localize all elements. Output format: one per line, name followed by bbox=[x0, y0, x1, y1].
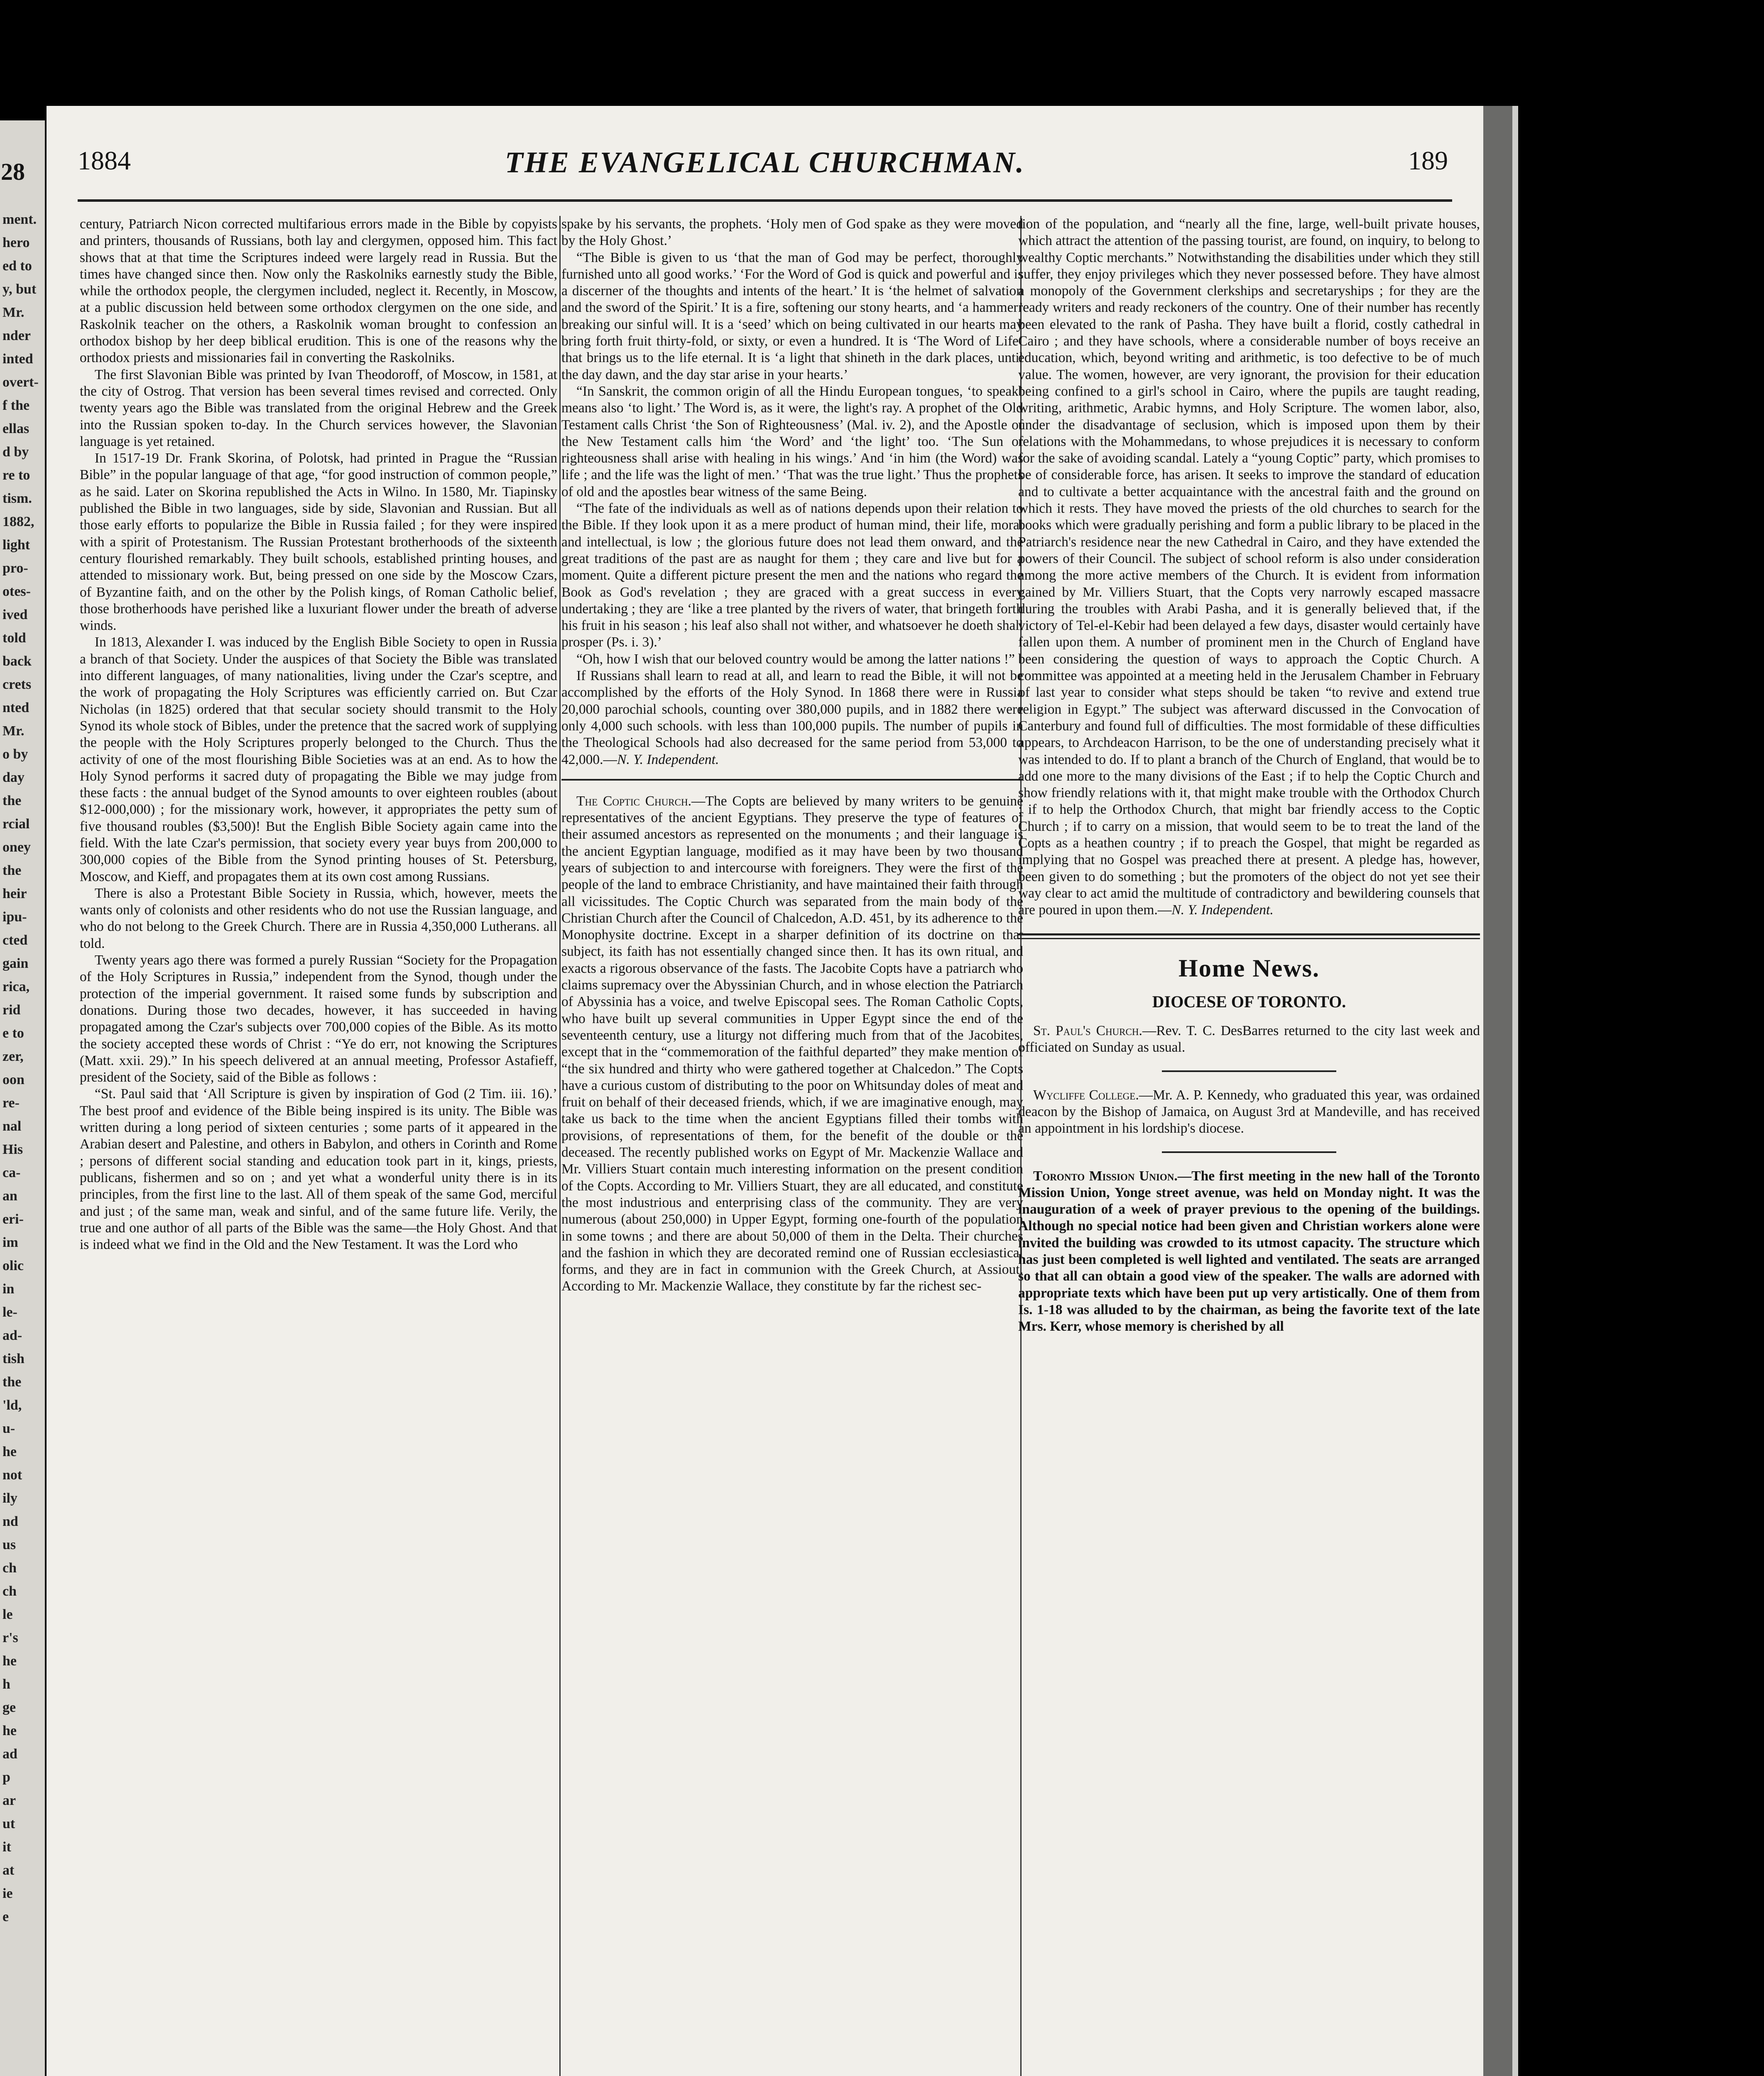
previous-page-fragment: eri- bbox=[2, 1212, 24, 1227]
home-news-heading: Home News. bbox=[1178, 955, 1320, 982]
item-separator bbox=[1162, 1070, 1336, 1072]
previous-page-fragment: at bbox=[2, 1863, 15, 1878]
previous-page-fragment: ad bbox=[2, 1746, 17, 1762]
previous-page-fragment: crets bbox=[2, 677, 32, 692]
previous-page-fragment: nal bbox=[2, 1119, 22, 1134]
previous-page-fragment: inted bbox=[2, 351, 33, 367]
section-separator bbox=[1018, 938, 1480, 939]
previous-page-fragment: p bbox=[2, 1770, 10, 1785]
previous-page-fragment: gain bbox=[2, 956, 29, 971]
paragraph: “St. Paul said that ‘All Scripture is given by inspiration of God (2 Tim. iii. 16).’ The best proof and evidence of the Bible being inspired is its unity. The Bible was written during a long period of sixteen centuries ; some parts of it appeared in the Arabian desert and Palestine, and others in Babylon, and others in Corinth and Rome ; persons of different social standing and education took part in it, kings, priests, publicans, fishermen and so on ; and yet what a wonderful unity there is in its principles, from the first line to the last. All of them speak of the same God, merciful and just ; of the same man, weak and sinful, and of the same future life. Verily, the true and one author of all parts of the Bible was the same—the Holy Ghost. And that is indeed what we find in the Old and the New Testament. It was the Lord who bbox=[80, 1086, 557, 1253]
news-item bbox=[1018, 1168, 1480, 1335]
previous-page-fragment: ge bbox=[2, 1700, 16, 1715]
paragraph-text: —The Copts are believed by many writers to be genuine representatives of the ancient Egyptians. They preserve the type of features of their assumed ancestors as represented on the monuments ; and their language is the ancient Egyptian language, modified as it may have been by two thousand years of subjection to and intercourse with foreigners. They were the first of the people of the land to embrace Christianity, and have maintained their faith through all vicissitudes. The Coptic Church was separated from the main body of the Christian Church after the Council of Chalcedon, A.D. 451, by its adherence to the Monophysite doctrine. Except in a sharper definition of its doctrine on that subject, its faith has not essentially changed since then. It has its own ritual, and exacts a rigorous observance of the fasts. The Jacobite Copts have a patriarch who claims supremacy over the Abyssinian Church, and in whose election the Patriarch of Abyssinia has a voice, and twelve Episcopal sees. The Roman Catholic Copts, who have built up several communities in Upper Egypt since the end of the seventeenth century, use a liturgy not differing much from that of the Jacobites, except that in the “commemoration of the faithful departed” they make mention of “the six hundred and thirty who were gathered together at Chalcedon.” The Copts have a curious custom of distributing to the poor on Whitsunday doles of meat and fruit on behalf of their deceased friends, which, if we are imaginative enough, may take us back to the time when the ancient Egyptians filled their tombs with provisions, of representations of them, for the benefit of the double or the deceased. The recently published works on Egypt of Mr. Mackenzie Wallace and Mr. Villiers Stuart contain much interesting information on the present condition of the Copts. According to Mr. Villiers Stuart, they are all educated, and constitute the most industrious and enterprising class of the community. They are very numerous (about 250,000) in Upper Egypt, forming one-fourth of the population in some towns ; and there are about 50,000 of them in the Delta. Their churches and the fashion in which they are decorated remind one of Russian ecclesiastical forms, and they are in fact in communion with the Greek Church, at Assiout. According to Mr. Mackenzie Wallace, they constitute by far the richest sec- bbox=[561, 793, 1023, 1294]
previous-page-fragment: in bbox=[2, 1281, 15, 1297]
previous-page-fragment: His bbox=[2, 1142, 23, 1157]
paragraph: “Oh, how I wish that our beloved country would be among the latter nations !” bbox=[576, 651, 1015, 667]
news-item-heading: St. Paul's Church. bbox=[1033, 1023, 1142, 1039]
paragraph bbox=[1018, 216, 1480, 918]
previous-page-fragment: ellas bbox=[2, 421, 29, 436]
previous-page-fragment: ar bbox=[2, 1793, 16, 1808]
previous-page-fragment: oon bbox=[2, 1072, 24, 1087]
previous-page-fragment: ut bbox=[2, 1816, 15, 1831]
previous-page-fragment: 1882, bbox=[2, 514, 34, 529]
paragraph: The first Slavonian Bible was printed by Ivan Theodoroff, of Moscow, in 1581, at the city of Ostrog. That version has been several times revised and corrected. Only twenty years ago the Bible was translated from the original Hebrew and the Greek into the Russian spoken to-day. In the Church services however, the Slavonian language is yet retained. bbox=[80, 367, 557, 449]
previous-page-fragment: rica, bbox=[2, 979, 30, 994]
paragraph: In 1517-19 Dr. Frank Skorina, of Polotsk, had printed in Prague the “Russian Bible” in the popular language of that age, “for good instruction of common people,” as he said. Later on Skorina republished the Acts in Wilno. In 1580, Mr. Tiapinsky published the Bible in two languages, side by side, Slavonian and Russian. But all those early efforts to popularize the Bible in Russia failed ; for they were inspired with a spirit of Protestanism. The Russian Protestant brotherhoods of the sixteenth century flourished remarkably. They built schools, established printing houses, and attended to missionary work. But, being pressed on one side by the Moscow Czars, of Byzantine faith, and on the other by the Polish kings, of Roman Catholic belief, those brotherhoods have perished like a luxuriant flower under the breath of adverse winds. bbox=[80, 450, 557, 634]
previous-page-fragment: ch bbox=[2, 1560, 17, 1576]
paragraph: There is also a Protestant Bible Society in Russia, which, however, meets the wants only of colonists and other residents who do not use the Russian language, and who do not belong to the Greek Church. There are in Russia 4,350,000 Lutherans. all told. bbox=[80, 885, 557, 951]
previous-page-fragment: heir bbox=[2, 886, 27, 901]
previous-page-fragment: otes- bbox=[2, 584, 31, 599]
page-header bbox=[78, 145, 1452, 187]
previous-page-fragment: day bbox=[2, 770, 24, 785]
previous-page-fragment: le bbox=[2, 1607, 13, 1622]
previous-page-fragment: le- bbox=[2, 1305, 17, 1320]
previous-page-fragment: cted bbox=[2, 933, 28, 948]
previous-page-fragment: back bbox=[2, 654, 32, 669]
previous-page-fragment: not bbox=[2, 1467, 22, 1483]
previous-page-fragment: f the bbox=[2, 398, 30, 413]
source-citation: N. Y. Independent. bbox=[617, 752, 719, 767]
article-heading: The Coptic Church. bbox=[576, 793, 691, 809]
paragraph-text: If Russians shall learn to read at all, and learn to read the Bible, it will not be accomplished by the efforts of the Holy Synod. In 1868 there were in Russia 20,000 parochial schools, counting over 380,000 pupils, and in 1882 there were only 4,000 such schools. with less than 100,000 pupils. The number of pupils in the Theological Schools had also decreased for the same period from 53,000 to 42,000.— bbox=[561, 668, 1023, 767]
paragraph: spake by his servants, the prophets. ‘Holy men of God spake as they were moved by the Holy Ghost.’ bbox=[561, 216, 1023, 249]
news-item-text: —Rev. T. C. DesBarres returned to the city last week and officiated on Sunday as usual. bbox=[1018, 1023, 1480, 1055]
previous-page-edge bbox=[0, 120, 45, 2076]
previous-page-fragment: he bbox=[2, 1653, 17, 1669]
news-item-text: —The first meeting in the new hall of the Toronto Mission Union, Yonge street avenue, was held on Monday night. It was the inauguration of a week of prayer previous to the opening of the buildings. Although no special notice had been given and Christian workers alone were invited the building was crowded to its utmost capacity. The structure which has just been completed is well lighted and ventilated. The seats are arranged so that all can obtain a good view of the speaker. The walls are adorned with appropriate texts which have been put up very artistically. One of them from Is. 1-18 was alluded to by the chairman, as being the favorite text of the late Mrs. Kerr, whose memory is cherished by all bbox=[1018, 1168, 1480, 1334]
paragraph: In 1813, Alexander I. was induced by the English Bible Society to open in Russia a branch of that Society. Under the auspices of that Society the Bible was translated into different languages, of many nationalities, living under the Czar's sceptre, and the work of propagating the Holy Scriptures was efficiently carried on. But Czar Nicholas (in 1825) ordered that that secular society should transmit to the Holy Synod its whole stock of Bibles, under the pretence that the sacred work of supplying the people with the Holy Scriptures properly belonged to the Church. Thus the activity of one of the most flourishing Bible Societies was at an end. As to how the Holy Synod performs it sacred duty of propagating the Bible we may judge from these facts : the annual budget of the Synod amounts to over eighteen roubles (about $12-000,000) ; for the missionary work, however, it appropriates the petty sum of five thousand roubles ($3,500)! But the English Bible Society again came into the field. With the late Czar's permission, that society every year buys from 200,000 to 300,000 copies of the Bible from the Synod printing houses of St. Petersburg, Moscow, and Kieff, and propagates them at its own cost among Russians. bbox=[80, 634, 557, 884]
page-side-edge bbox=[1512, 106, 1518, 2076]
column-2 bbox=[561, 216, 1023, 1295]
previous-page-fragment: ca- bbox=[2, 1165, 21, 1180]
previous-page-fragment: tism. bbox=[2, 491, 32, 506]
column-3 bbox=[1018, 216, 1480, 1335]
news-item-text: —Mr. A. P. Kennedy, who graduated this year, was ordained deacon by the Bishop of Jamaica, on August 3rd at Mandeville, and has received an appointment in his lordship's diocese. bbox=[1018, 1087, 1480, 1136]
previous-page-fragment: h bbox=[2, 1677, 10, 1692]
previous-page-fragment: ment. bbox=[2, 212, 37, 227]
news-item bbox=[1018, 1023, 1480, 1056]
previous-page-fragment: told bbox=[2, 630, 26, 646]
paragraph: “In Sanskrit, the common origin of all the Hindu European tongues, ‘to speak’ means also ‘to light.’ The Word is, as it were, the light's ray. A prophet of the Old Testament calls Christ ‘the Son of Righteousness’ (Mal. iv. 2), and the Apostle of the New Testament calls him ‘the Word’ and ‘the light’ too. ‘The Sun of righteousness shall arise with healing in his wings.’ And ‘in him (the Word) was life ; and the life was the light of men.’ ‘That was the true light.’ Thus the prophets of old and the apostles bear witness of the same Being. bbox=[561, 383, 1023, 499]
column-1 bbox=[80, 216, 557, 1253]
paragraph bbox=[561, 668, 1023, 768]
previous-page-fragment: the bbox=[2, 1374, 22, 1390]
header-year: 1884 bbox=[78, 146, 131, 175]
source-citation: N. Y. Independent. bbox=[1171, 902, 1274, 918]
previous-page-fragment: e to bbox=[2, 1026, 24, 1041]
previous-page-fragment: zer, bbox=[2, 1049, 24, 1064]
paragraph: “The fate of the individuals as well as of nations depends upon their relation to the Bible. If they look upon it as a mere product of human mind, their life, moral and intellectual, is low ; the glorious future does not lead them onward, and the great traditions of the past are as naught for them ; they care and live but for a moment. Quite a different picture present the men and the nations who regard the Book as God's revelation ; they are graced with a great success in every undertaking ; they are ‘like a tree planted by the rivers of water, that bringeth forth his fruit in his season ; his leaf also shall not wither, and whatsoever he doeth shall prosper (Ps. i. 3).’ bbox=[561, 501, 1023, 650]
item-separator bbox=[1162, 1151, 1336, 1153]
previous-page-fragment: an bbox=[2, 1188, 17, 1204]
article-separator bbox=[561, 779, 1023, 781]
previous-page-fragment: olic bbox=[2, 1258, 24, 1273]
previous-page-fragment: ch bbox=[2, 1584, 17, 1599]
previous-page-fragment: ily bbox=[2, 1491, 17, 1506]
previous-page-fragment: y, but bbox=[2, 282, 37, 297]
previous-page-fragment: he bbox=[2, 1444, 17, 1459]
diocese-heading: DIOCESE OF TORONTO. bbox=[1152, 992, 1346, 1011]
paragraph: “The Bible is given to us ‘that the man of God may be perfect, thoroughly furnished unto all good works.’ ‘For the Word of God is quick and powerful and is a discerner of the thoughts and intents of the heart.’ It is ‘the helmet of salvation and the sword of the Spirit.’ It is a fire, softening our stony hearts, and ‘a hammer’ breaking our sinful will. It is a ‘seed’ which on being cultivated in our hearts may bring forth fruit thirty-fold, or sixty, or even a hundred. It is ‘The Word of Life’ that brings us to the life eternal. It is ‘a light that shineth in the dark places, until the day dawn, and the day star arise in your hearts.’ bbox=[561, 250, 1023, 382]
previous-page-fragment: us bbox=[2, 1537, 16, 1552]
header-page-number: 189 bbox=[1408, 146, 1448, 175]
previous-page-fragment: ie bbox=[2, 1886, 13, 1901]
newspaper-page bbox=[47, 106, 1483, 2076]
previous-page-fragment: re- bbox=[2, 1095, 20, 1111]
masthead-title: THE EVANGELICAL CHURCHMAN. bbox=[505, 146, 1025, 179]
section-separator bbox=[1018, 933, 1480, 935]
previous-page-fragment: re to bbox=[2, 468, 30, 483]
previous-page-fragment: e bbox=[2, 1909, 9, 1924]
previous-page-fragment: nd bbox=[2, 1514, 18, 1529]
previous-page-fragment: hero bbox=[2, 235, 30, 250]
previous-page-fragment: the bbox=[2, 863, 22, 878]
previous-page-number: 28 bbox=[1, 158, 25, 185]
previous-page-fragment: Mr. bbox=[2, 723, 24, 739]
previous-page-fragment: light bbox=[2, 537, 30, 553]
previous-page-fragment: overt- bbox=[2, 375, 39, 390]
previous-page-fragment: tish bbox=[2, 1351, 24, 1366]
paragraph: Twenty years ago there was formed a purely Russian “Society for the Propagation of the Holy Scriptures in Russia,” independent from the Synod, though under the protection of the imperial government. It raised some funds by subscription and donations. During those two decades, however, it has succeeded in having propagated among the Czar's subjects over 700,000 copies of the Bible. As its motto the society accepted these words of Christ : “Ye do err, not knowing the Scriptures (Matt. xxii. 29).” In his speech delivered at an annual meeting, Professor Astafieff, president of the Society, said of the Bible as follows : bbox=[80, 952, 557, 1085]
previous-page-fragment: he bbox=[2, 1723, 17, 1738]
previous-page-fragment: it bbox=[2, 1839, 11, 1855]
previous-page-fragment: ipu- bbox=[2, 909, 27, 925]
header-rule bbox=[78, 199, 1452, 202]
previous-page-fragment: nted bbox=[2, 700, 29, 715]
previous-page-fragment: ed to bbox=[2, 258, 32, 274]
previous-page-fragment: pro- bbox=[2, 561, 28, 576]
news-item bbox=[1018, 1087, 1480, 1137]
previous-page-fragment: rcial bbox=[2, 816, 30, 832]
previous-page-fragment: ad- bbox=[2, 1328, 22, 1343]
previous-page-fragment: the bbox=[2, 793, 22, 808]
previous-page-fragment: oney bbox=[2, 840, 31, 855]
previous-page-fragment: im bbox=[2, 1235, 18, 1250]
news-item-heading: Toronto Mission Union. bbox=[1033, 1168, 1178, 1184]
previous-page-fragment: u- bbox=[2, 1421, 15, 1436]
previous-page-fragment: d by bbox=[2, 444, 29, 460]
news-item-heading: Wycliffe College. bbox=[1033, 1087, 1139, 1103]
previous-page-fragment: ived bbox=[2, 607, 28, 622]
previous-page-fragment: Mr. bbox=[2, 305, 24, 320]
previous-page-fragment: nder bbox=[2, 328, 31, 343]
paragraph: century, Patriarch Nicon corrected multifarious errors made in the Bible by copyists and printers, thousands of Russians, both lay and clergymen, opposed him. This fact shows that at that time the Scriptures indeed were largely read in Russia. But the times have changed since then. Now only the Raskolniks earnestly study the Bible, while the orthodox people, the clergymen included, neglect it. Recently, in Moscow, at a public discussion held between some orthodox clergymen on the one side, and Raskolnik teacher on the others, a Raskolnik woman brought to confession an orthodox bishop by her deep biblical erudition. This is one of the reasons why the orthodox priests and missionaries fail in converting the Raskolniks. bbox=[80, 216, 557, 366]
previous-page-fragment: r's bbox=[2, 1630, 18, 1645]
page-side-edge bbox=[1483, 106, 1512, 2076]
previous-page-fragment: rid bbox=[2, 1002, 21, 1018]
paragraph bbox=[561, 793, 1023, 1295]
column-divider bbox=[559, 216, 561, 2076]
paragraph-text: tion of the population, and “nearly all the fine, large, well-built private houses, which attract the attention of the passing tourist, are found, on inquiry, to belong to wealthy Coptic merchants.” Notwithstanding the disabilities under which they still suffer, they enjoy privileges which they never possessed before. They have almost a monopoly of the Government clerkships and secretaryships ; for they are the ready writers and ready reckoners of the country. One of their number has recently been elevated to the rank of Pasha. They have built a florid, costly cathedral in Cairo ; and they have schools, where a considerable number of boys receive an education, which, beyond writing and arithmetic, is too defective to be of much value. The women, however, are very ignorant, the provision for their education being confined to a girl's school in Cairo, where the pupils are taught reading, writing, arithmetic, Arabic hymns, and Holy Scripture. The women labor, also, under the disadvantage of seclusion, which is imposed upon them by their relations with the Mohammedans, to whose prejudices it is necessary to conform for the sake of avoiding scandal. Lately a “young Coptic” party, which promises to be of considerable force, has arisen. It seeks to improve the standard of education and to cultivate a better acquaintance with the ancestral faith and the ground on which it rests. They have moved the priests of the old churches to search for the books which were gradually perishing and form a public library to be placed in the Patriarch's residence near the new Cathedral in Cairo, and they have extended the powers of their Council. The subject of school reform is also under consideration among the more active members of the Church. It is evident from information gained by Mr. Villiers Stuart, that the Copts very narrowly escaped massacre during the troubles with Arabi Pasha, and it is generally believed that, if the victory of Tel-el-Kebir had been delayed a few days, disaster would certainly have fallen upon them. A number of prominent men in the Church of England have been considering the question of ways to approach the Coptic Church. A committee was appointed at a meeting held in the Jerusalem Chamber in February of last year to consider what steps should be taken “to revive and extend true religion in Egypt.” The subject was afterward discussed in the Convocation of Canterbury and found full of difficulties. The most formidable of these difficulties appears, to Archdeacon Harrison, to be the one of understanding precisely what it was intended to do. If to plant a branch of the Church of England, that would be to add one more to the many divisions of the East ; if to help the Coptic Church and show friendly relations with it, that might make trouble with the Orthodox Church ; if to help the Orthodox Church, that might bar friendly access to the Coptic Church ; if to carry on a mission, that would seem to be to treat the land of the Copts as a heathen country ; if to preach the Gospel, that might be regarded as implying that no Gospel was preached there at present. A pledge has, however, been given to do something ; but the promoters of the object do not yet see their way clear to act amid the multitude of contradictory and bewildering counsels that are poured in upon them.— bbox=[1018, 216, 1480, 918]
previous-page-fragment: o by bbox=[2, 747, 28, 762]
previous-page-fragment: 'ld, bbox=[2, 1398, 22, 1413]
